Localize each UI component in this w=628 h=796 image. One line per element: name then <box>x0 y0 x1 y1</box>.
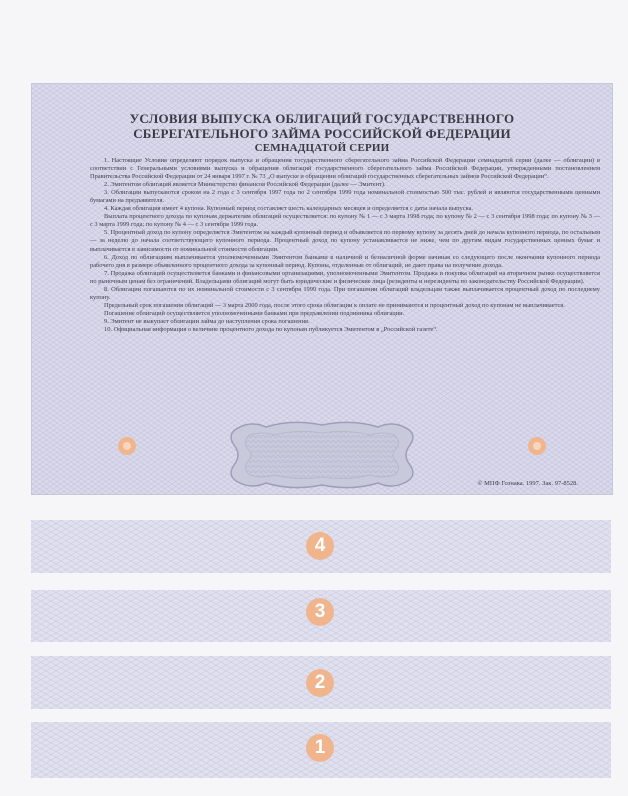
paragraph: 2. Эмитентом облигаций является Министерство финансов Российской Федерации (далее — Эмитент). <box>104 181 386 189</box>
paragraph: Погашение облигаций осуществляется уполномоченными банками при предъявлении подлинника облигации. <box>104 309 405 317</box>
coupon-number-badge: 3 <box>306 598 334 626</box>
coupon-4 <box>31 520 611 573</box>
binding-hole-icon <box>118 437 136 455</box>
paragraph: 10. Официальная информация о величине процентного дохода по купонам публикуется Эмитентом в „Российской газете“. <box>104 325 438 333</box>
paragraph: 9. Эмитент не выкупает облигации займа до наступления срока погашения. <box>104 317 310 325</box>
document-title-line-2: СБЕРЕГАТЕЛЬНОГО ЗАЙМА РОССИЙСКОЙ ФЕДЕРАЦИИ <box>133 126 511 141</box>
paragraph: 3. Облигации выпускаются сроком на 2 года с 3 сентября 1997 года по 2 сентября 1999 года номинальной стоимостью 500 тыс. рублей и являются государственными ценными бумагами на предъявителя. <box>90 189 600 205</box>
document-title-line-3: СЕМНАДЦАТОЙ СЕРИИ <box>254 142 390 154</box>
bond-conditions-panel <box>31 83 613 495</box>
coupon-number-badge: 1 <box>306 734 334 762</box>
binding-hole-icon <box>528 437 546 455</box>
paragraph: 6. Доход по облигациям выплачивается уполномоченными Эмитентом банками в наличной и безналичной форме начиная со следующего после окончания купонного периода рабочего дня в размере объявленного процентного дохода за купонный период. Купоны, отделенные от облигаций, не дают права на получение дохода. <box>90 253 600 269</box>
ornamental-cartouche <box>222 419 422 491</box>
coupon-3 <box>31 590 611 642</box>
coupon-number-badge: 4 <box>306 532 334 560</box>
paragraph: 7. Продажа облигаций осуществляется банками и финансовыми организациями, уполномоченными Эмитентом. Продажа и покупка облигаций на вторичном рынке осуществляется по рыночным ценам без ограничений. Владельцами облигаций могут быть юридические и физические лица (резиденты и нерезиденты по законодательству Российской Федерации). <box>90 269 600 285</box>
document-title-line-1: УСЛОВИЯ ВЫПУСКА ОБЛИГАЦИЙ ГОСУДАРСТВЕННОГО <box>129 111 515 126</box>
paragraph: Предельный срок погашения облигаций — 3 марта 2000 года, после этого срока облигации к оплате не принимаются и процентный доход по купонам не выплачивается. <box>104 301 565 309</box>
paragraph: 8. Облигации погашаются по их номинальной стоимости с 3 сентября 1999 года. При погашении облигаций владельцам также выплачивается процентный доход по последнему купону. <box>90 285 600 301</box>
paragraph: 5. Процентный доход по купону определяется Эмитентом на каждый купонный период и объявляется по первому купону за десять дней до начала купонного периода, по остальным — за неделю до начала соответствующего купонного периода. Процентный доход по купону устанавливается не ниже, чем по другим видам государственных ценных бумаг и выплачивается в зависимости от номинальной стоимости облигации. <box>90 229 600 253</box>
conditions-text <box>90 157 600 334</box>
coupon-number-badge: 2 <box>306 669 334 697</box>
printer-imprint: © МПФ Гознака. 1997. Зак. 97-8528. <box>477 480 578 487</box>
paragraph: 1. Настоящие Условия определяют порядок выпуска и обращения государственного сберегательного займа Российской Федерации семнадцатой серии (далее — облигации) в соответствии с Генеральными условиями выпуска и обращения облигаций государственного сберегательного займа Российской Федерации, утвержденными постановлением Правительства Российской Федерации от 24 января 1997 г. № 73 „О выпуске и обращении облигаций государственных сберегательных займов Российской Федерации“. <box>90 157 600 181</box>
coupon-2 <box>31 656 611 709</box>
coupon-1 <box>31 722 611 778</box>
paragraph: Выплата процентного дохода по купонам держателям облигаций осуществляется: по купону № 1 — с 3 марта 1998 года; по купону № 2 — с 3 сентября 1998 года; по купону № 3 — с 3 марта 1999 года; по купону № 4 — с 3 сентября 1999 года. <box>90 213 600 229</box>
paragraph: 4. Каждая облигация имеет 4 купона. Купонный период составляет шесть календарных месяцев и определяется с даты начала выпуска. <box>104 205 474 213</box>
